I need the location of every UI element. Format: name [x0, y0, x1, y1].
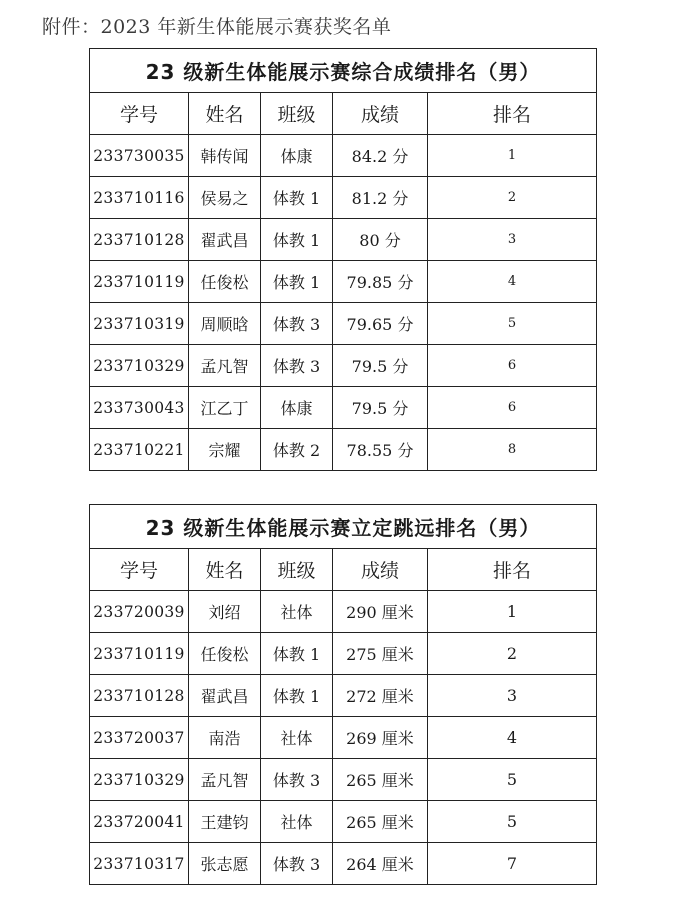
- score-cell: 79.5 分: [333, 345, 428, 387]
- table-row: [90, 429, 597, 471]
- name-cell: 孟凡智: [189, 759, 261, 801]
- standing-long-jump-ranking-table: [89, 504, 597, 885]
- table-row: [90, 303, 597, 345]
- class-cell: 体教 1: [261, 219, 333, 261]
- class-cell: 体教 3: [261, 345, 333, 387]
- student-id-cell: 233720037: [90, 717, 189, 759]
- rank-cell: 1: [428, 135, 597, 177]
- table-row: [90, 843, 597, 885]
- table-row: [90, 633, 597, 675]
- rank-cell: 8: [428, 429, 597, 471]
- table-row: [90, 177, 597, 219]
- class-cell: 体教 2: [261, 429, 333, 471]
- table-row: [90, 219, 597, 261]
- class-cell: 体教 1: [261, 261, 333, 303]
- student-id-cell: 233710119: [90, 261, 189, 303]
- class-cell: 体教 1: [261, 633, 333, 675]
- column-header-class: 班级: [261, 549, 333, 591]
- name-cell: 韩传闻: [189, 135, 261, 177]
- column-header-student-id: 学号: [90, 549, 189, 591]
- score-cell: 79.5 分: [333, 387, 428, 429]
- rank-cell: 5: [428, 759, 597, 801]
- score-cell: 265 厘米: [333, 801, 428, 843]
- rank-cell: 3: [428, 675, 597, 717]
- name-cell: 任俊松: [189, 633, 261, 675]
- student-id-cell: 233710116: [90, 177, 189, 219]
- rank-cell: 1: [428, 591, 597, 633]
- class-cell: 体康: [261, 387, 333, 429]
- rank-cell: 6: [428, 345, 597, 387]
- score-cell: 81.2 分: [333, 177, 428, 219]
- name-cell: 翟武昌: [189, 219, 261, 261]
- column-header-student-id: 学号: [90, 93, 189, 135]
- table-title: 23 级新生体能展示赛立定跳远排名（男）: [90, 505, 597, 549]
- score-cell: 265 厘米: [333, 759, 428, 801]
- overall-ranking-table: [89, 48, 597, 471]
- rank-cell: 3: [428, 219, 597, 261]
- score-cell: 79.85 分: [333, 261, 428, 303]
- rank-cell: 2: [428, 633, 597, 675]
- rank-cell: 4: [428, 717, 597, 759]
- name-cell: 王建钧: [189, 801, 261, 843]
- class-cell: 社体: [261, 591, 333, 633]
- student-id-cell: 233710119: [90, 633, 189, 675]
- name-cell: 刘绍: [189, 591, 261, 633]
- rank-cell: 2: [428, 177, 597, 219]
- table-title: 23 级新生体能展示赛综合成绩排名（男）: [90, 49, 597, 93]
- student-id-cell: 233720041: [90, 801, 189, 843]
- student-id-cell: 233730035: [90, 135, 189, 177]
- student-id-cell: 233710128: [90, 219, 189, 261]
- score-cell: 84.2 分: [333, 135, 428, 177]
- class-cell: 体康: [261, 135, 333, 177]
- column-header-score: 成绩: [333, 93, 428, 135]
- name-cell: 张志愿: [189, 843, 261, 885]
- student-id-cell: 233710317: [90, 843, 189, 885]
- table-row: [90, 387, 597, 429]
- class-cell: 社体: [261, 717, 333, 759]
- table-row: [90, 135, 597, 177]
- rank-cell: 5: [428, 801, 597, 843]
- table-row: [90, 801, 597, 843]
- column-header-score: 成绩: [333, 549, 428, 591]
- name-cell: 宗耀: [189, 429, 261, 471]
- table-row: [90, 759, 597, 801]
- class-cell: 体教 1: [261, 177, 333, 219]
- class-cell: 体教 3: [261, 303, 333, 345]
- column-header-name: 姓名: [189, 549, 261, 591]
- student-id-cell: 233710329: [90, 759, 189, 801]
- rank-cell: 5: [428, 303, 597, 345]
- rank-cell: 6: [428, 387, 597, 429]
- score-cell: 78.55 分: [333, 429, 428, 471]
- table-row: [90, 591, 597, 633]
- name-cell: 江乙丁: [189, 387, 261, 429]
- column-header-rank: 排名: [428, 549, 597, 591]
- name-cell: 南浩: [189, 717, 261, 759]
- score-cell: 290 厘米: [333, 591, 428, 633]
- student-id-cell: 233710128: [90, 675, 189, 717]
- name-cell: 周顺晗: [189, 303, 261, 345]
- column-header-name: 姓名: [189, 93, 261, 135]
- column-header-class: 班级: [261, 93, 333, 135]
- table-row: [90, 717, 597, 759]
- score-cell: 79.65 分: [333, 303, 428, 345]
- class-cell: 体教 3: [261, 843, 333, 885]
- student-id-cell: 233730043: [90, 387, 189, 429]
- student-id-cell: 233710319: [90, 303, 189, 345]
- score-cell: 264 厘米: [333, 843, 428, 885]
- rank-cell: 7: [428, 843, 597, 885]
- score-cell: 80 分: [333, 219, 428, 261]
- student-id-cell: 233710329: [90, 345, 189, 387]
- table-row: [90, 261, 597, 303]
- name-cell: 任俊松: [189, 261, 261, 303]
- name-cell: 孟凡智: [189, 345, 261, 387]
- table-row: [90, 675, 597, 717]
- rank-cell: 4: [428, 261, 597, 303]
- class-cell: 社体: [261, 801, 333, 843]
- class-cell: 体教 3: [261, 759, 333, 801]
- student-id-cell: 233710221: [90, 429, 189, 471]
- student-id-cell: 233720039: [90, 591, 189, 633]
- name-cell: 侯易之: [189, 177, 261, 219]
- class-cell: 体教 1: [261, 675, 333, 717]
- table-row: [90, 345, 597, 387]
- document-heading: 附件：2023 年新生体能展示赛获奖名单: [42, 16, 392, 38]
- name-cell: 翟武昌: [189, 675, 261, 717]
- score-cell: 275 厘米: [333, 633, 428, 675]
- score-cell: 269 厘米: [333, 717, 428, 759]
- column-header-rank: 排名: [428, 93, 597, 135]
- score-cell: 272 厘米: [333, 675, 428, 717]
